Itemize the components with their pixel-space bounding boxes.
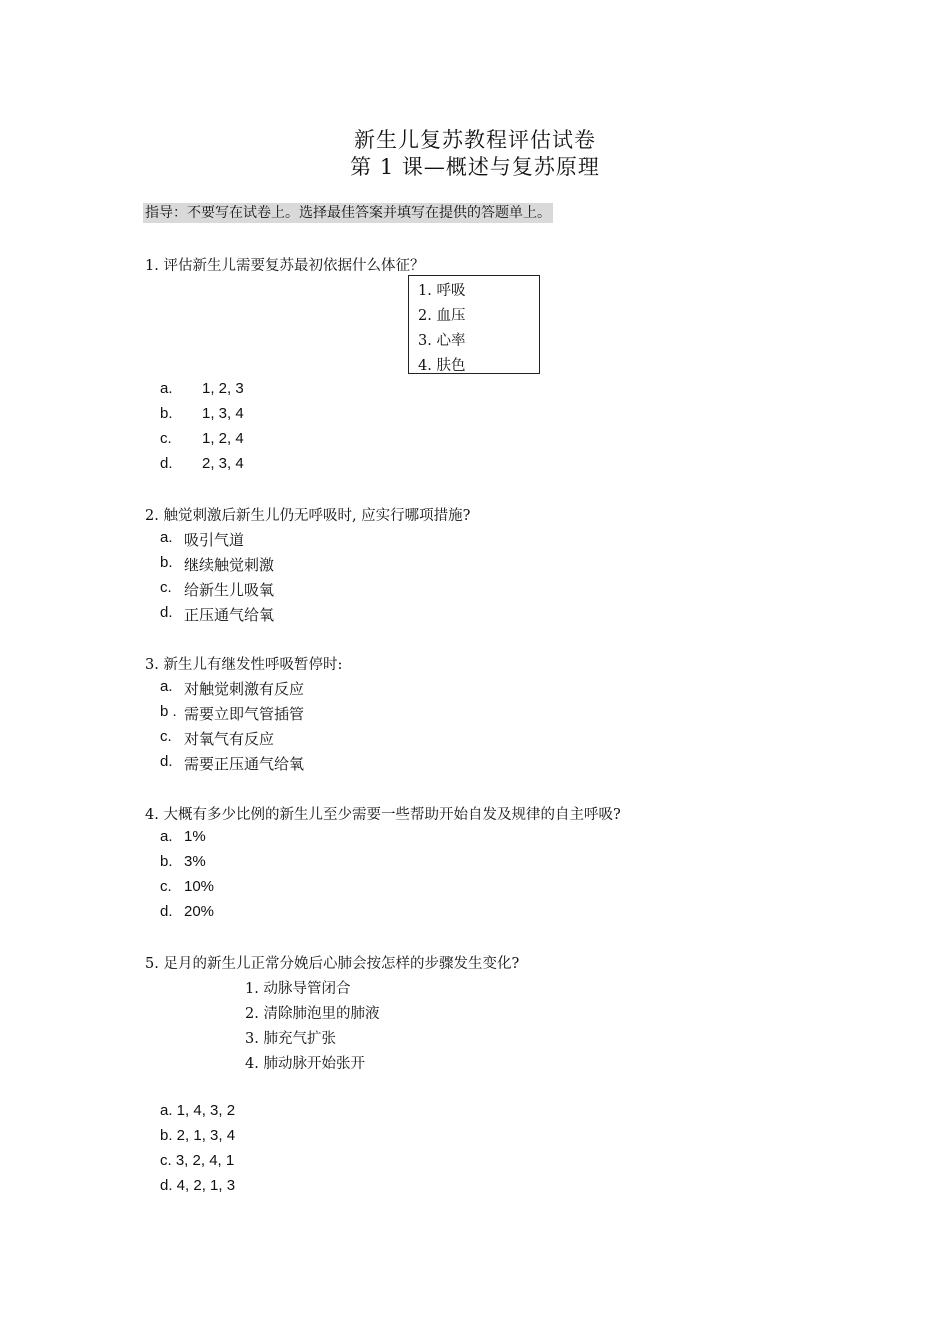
q2-option-text: 给新生儿吸氧 xyxy=(184,581,275,599)
q1-option-letter: c. xyxy=(160,430,172,447)
q5-item: 2. 清除肺泡里的肺液 xyxy=(245,1006,380,1022)
q3-option-text: 需要立即气管插管 xyxy=(184,705,305,723)
exam-title: 新生儿复苏教程评估试卷 xyxy=(354,128,596,152)
q5-item: 4. 肺动脉开始张开 xyxy=(245,1056,365,1072)
q1-option-letter: d. xyxy=(160,455,173,472)
q2-option-letter: a. xyxy=(160,529,173,546)
q1-box-item: 1. 呼吸 xyxy=(418,283,466,299)
q1-option-text: 2, 3, 4 xyxy=(202,455,244,472)
q5-option: d. 4, 2, 1, 3 xyxy=(160,1177,236,1194)
q4-option-letter: b. xyxy=(160,853,173,870)
instruction-banner: 指导：不要写在试卷上。选择最佳答案并填写在提供的答题单上。 xyxy=(145,205,551,221)
question-5: 5. 足月的新生儿正常分娩后心肺会按怎样的步骤发生变化? xyxy=(145,956,520,972)
q5-option: a. 1, 4, 3, 2 xyxy=(160,1102,236,1119)
lesson-subtitle: 第 1 课—概述与复苏原理 xyxy=(350,155,600,179)
q2-option-letter: c. xyxy=(160,579,172,596)
q1-option-text: 1, 2, 4 xyxy=(202,430,244,447)
q3-option-text: 需要正压通气给氧 xyxy=(184,755,305,773)
q1-option-text: 1, 2, 3 xyxy=(202,380,244,397)
q3-option-text: 对触觉刺激有反应 xyxy=(184,680,305,698)
q2-option-text: 继续触觉刺激 xyxy=(184,556,275,574)
q4-option-text: 10% xyxy=(184,878,215,895)
q4-option-letter: c. xyxy=(160,878,172,895)
q1-box-item: 4. 肤色 xyxy=(418,358,466,374)
q3-option-letter: a. xyxy=(160,678,173,695)
q2-option-text: 吸引气道 xyxy=(184,531,245,549)
q3-option-letter: d. xyxy=(160,753,173,770)
q3-option-letter: b . xyxy=(160,703,177,720)
q1-box-item: 2. 血压 xyxy=(418,308,466,324)
q5-option: c. 3, 2, 4, 1 xyxy=(160,1152,235,1169)
q2-option-letter: d. xyxy=(160,604,173,621)
q4-option-letter: a. xyxy=(160,828,173,845)
q1-option-letter: a. xyxy=(160,380,173,397)
q4-option-text: 3% xyxy=(184,853,206,870)
q3-option-text: 对氧气有反应 xyxy=(184,730,275,748)
question-2: 2. 触觉刺激后新生儿仍无呼吸时, 应实行哪项措施? xyxy=(145,508,471,524)
q1-option-text: 1, 3, 4 xyxy=(202,405,244,422)
q5-item: 3. 肺充气扩张 xyxy=(245,1031,336,1047)
question-1: 1. 评估新生儿需要复苏最初依据什么体征？ xyxy=(145,258,425,274)
q4-option-letter: d. xyxy=(160,903,173,920)
question-3: 3. 新生儿有继发性呼吸暂停时: xyxy=(145,657,343,673)
q1-box-item: 3. 心率 xyxy=(418,333,466,349)
q3-option-letter: c. xyxy=(160,728,172,745)
q1-option-letter: b. xyxy=(160,405,173,422)
q5-option: b. 2, 1, 3, 4 xyxy=(160,1127,236,1144)
q4-option-text: 20% xyxy=(184,903,215,920)
q2-option-text: 正压通气给氧 xyxy=(184,606,275,624)
q4-option-text: 1% xyxy=(184,828,206,845)
q5-item: 1. 动脉导管闭合 xyxy=(245,981,351,997)
q2-option-letter: b. xyxy=(160,554,173,571)
question-4: 4. 大概有多少比例的新生儿至少需要一些帮助开始自发及规律的自主呼吸? xyxy=(145,807,621,823)
